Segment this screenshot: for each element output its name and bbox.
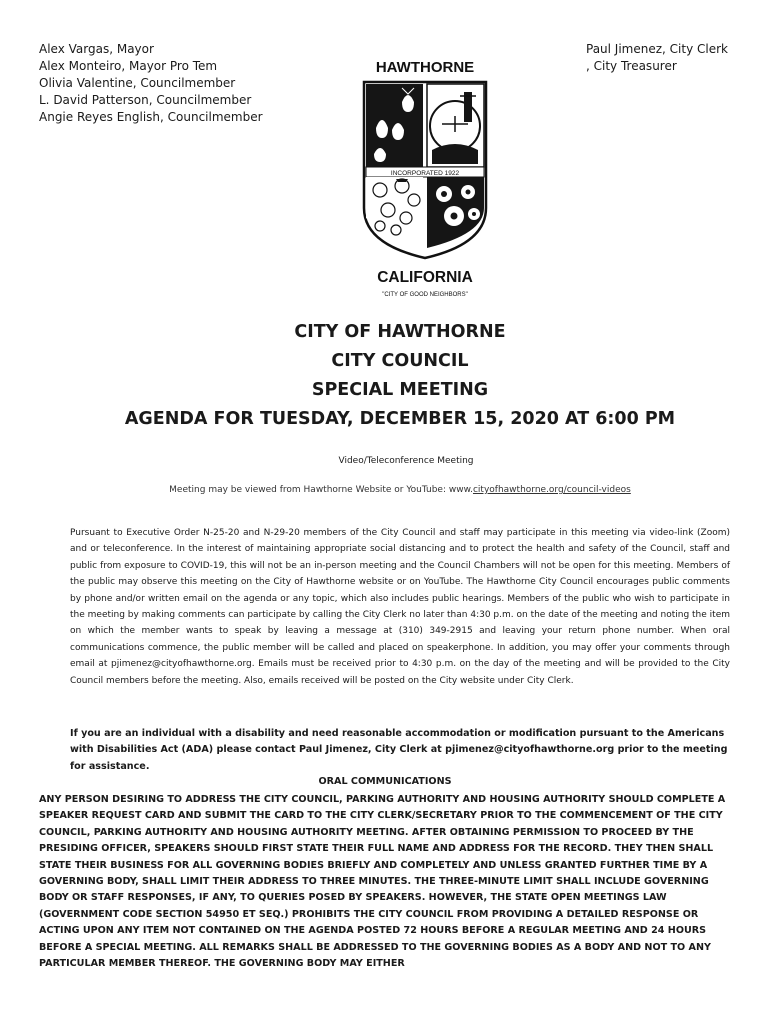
seal-band-text: INCORPORATED 1922: [390, 170, 460, 177]
agenda-title-block: [0, 318, 770, 434]
officials-list: [39, 41, 263, 126]
seal-top-text: HAWTHORNE: [375, 59, 475, 76]
seal-bottom-text: CALIFORNIA: [377, 269, 473, 286]
covid-notice-paragraph: Pursuant to Executive Order N-25-20 and N-29-20 members of the City Council and staff may participate in this meeting via video-link (Zoom) and or teleconference. In the interest of maintaining appropriate social distancing and to protect the health and safety of the Council, staff and public from exposure to COVID-19, this will not be an in-person meeting and the Council Chambers will not be open for this meeting. Members of the public may observe this meeting on the City of Hawthorne website or on YouTube. The Hawthorne City Council encourages public comments by phone and/or written email on the agenda or any topic, which also includes public hearings. Members of the public who wish to participate in the meeting by making comments can participate by calling the City Clerk no later than 4:30 p.m. on the date of the meeting and noting the item on which the member wants to speak by leaving a message at (310) 349-2915 and leaving your return phone number. When oral communications commence, the public member will be called and placed on speakerphone. In addition, you may offer your comments through email at pjimenez@cityofhawthorne.org. Emails must be received prior to 4:30 p.m. on the day of the meeting and will be provided to the City Council members before the meeting. Also, emails received will be posted on the City website under City Clerk.: [70, 528, 730, 686]
official-mayor-pro-tem: Alex Monteiro, Mayor Pro Tem: [39, 59, 218, 73]
clerk-block: [586, 41, 728, 75]
viewing-info: [0, 485, 770, 495]
seal-motto: "CITY OF GOOD NEIGHBORS": [382, 292, 468, 298]
official-councilmember: Olivia Valentine, Councilmember: [39, 76, 236, 90]
meeting-format: Video/Teleconference Meeting: [338, 456, 474, 466]
oral-communications-text: ANY PERSON DESIRING TO ADDRESS THE CITY COUNCIL, PARKING AUTHORITY AND HOUSING AUTHORITY SHOULD COMPLETE A SPEAKER REQUEST CARD AND SUBMIT THE CARD TO THE CITY CLERK/SECRETARY PRIOR TO THE COMMENCEMENT OF THE CITY COUNCIL, PARKING AUTHORITY AND HOUSING AUTHORITY MEETING. AFTER OBTAINING PERMISSION TO PROCEED BY THE PRESIDING OFFICER, SPEAKERS SHOULD FIRST STATE THEIR FULL NAME AND ADDRESS FOR THE RECORD. THEY THEN SHALL STATE THEIR BUSINESS FOR ALL GOVERNING BODIES BRIEFLY AND COMPLETELY AND UNLESS GRANTED FURTHER TIME BY A GOVERNING BODY, SHALL LIMIT THEIR ADDRESS TO THREE MINUTES. THE THREE-MINUTE LIMIT SHALL INCLUDE GOVERNING BODY OR STAFF RESPONSES, IF ANY, TO QUERIES POSED BY SPEAKERS. HOWEVER, THE STATE OPEN MEETINGS LAW (GOVERNMENT CODE SECTION 54950 ET SEQ.) PROHIBITS THE CITY COUNCIL FROM PROVIDING A DETAILED RESPONSE OR ACTING UPON ANY ITEM NOT CONTAINED ON THE AGENDA POSTED 72 HOURS BEFORE A REGULAR MEETING AND 24 HOURS BEFORE A SPECIAL MEETING. ALL REMARKS SHALL BE ADDRESSED TO THE GOVERNING BODIES AS A BODY AND NOT TO ANY PARTICULAR MEMBER THEREOF. THE GOVERNING BODY MAY EITHER: [39, 794, 726, 970]
official-councilmember: L. David Patterson, Councilmember: [39, 93, 252, 107]
ada-notice: If you are an individual with a disability and need reasonable accommodation or modification pursuant to the Americans with Disabilities Act (ADA) please contact Paul Jimenez, City Clerk at pjimenez@cityofhawthorne.org prior to the meeting for assistance.: [70, 728, 728, 772]
title-agenda-date: AGENDA FOR TUESDAY, DECEMBER 15, 2020 AT 6:00 PM: [124, 409, 676, 429]
oral-communications-heading: ORAL COMMUNICATIONS: [318, 776, 452, 787]
city-treasurer: , City Treasurer: [586, 59, 677, 73]
viewing-prefix: Meeting may be viewed from Hawthorne Website or YouTube: www.: [169, 485, 473, 495]
council-videos-link[interactable]: cityofhawthorne.org/council-videos: [472, 485, 631, 495]
city-seal-logo: [352, 58, 498, 300]
city-clerk: Paul Jimenez, City Clerk: [586, 42, 728, 56]
official-councilmember: Angie Reyes English, Councilmember: [39, 110, 263, 124]
official-mayor: Alex Vargas, Mayor: [39, 42, 154, 56]
title-council: CITY COUNCIL: [331, 351, 469, 371]
title-meeting-type: SPECIAL MEETING: [311, 380, 489, 400]
title-city: CITY OF HAWTHORNE: [294, 322, 506, 342]
